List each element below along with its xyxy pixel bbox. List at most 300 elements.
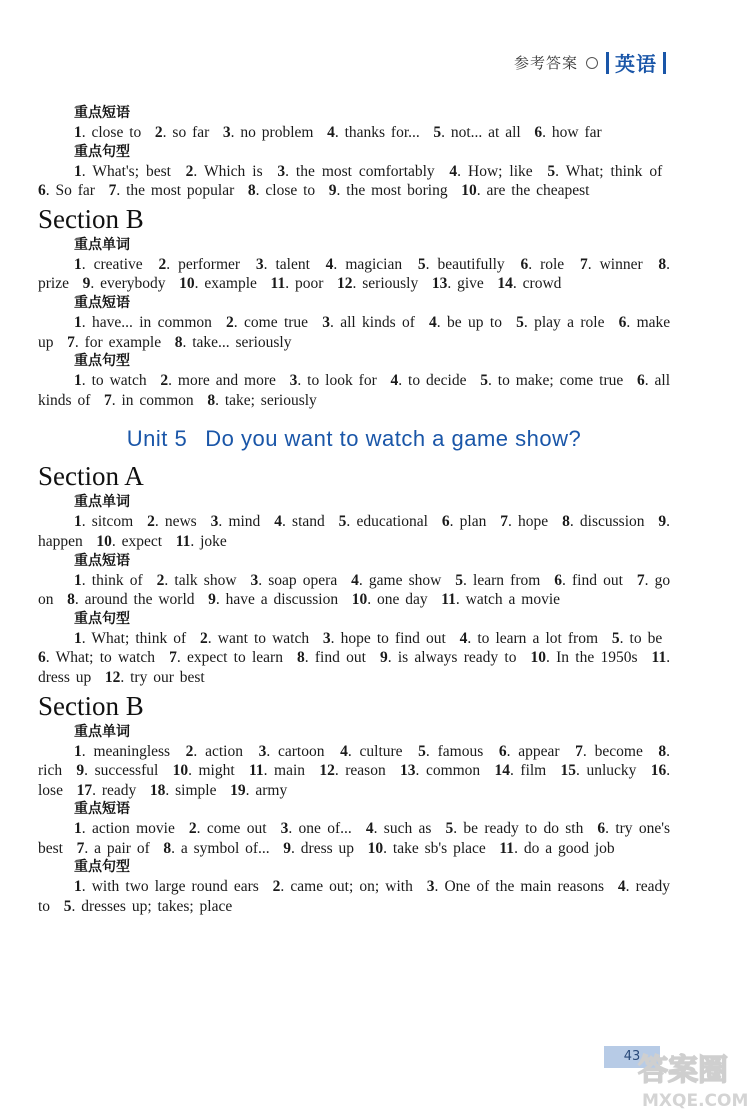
answer-list: [38, 512, 670, 551]
answer-item: 13. give: [431, 275, 484, 293]
answer-number: 4: [449, 162, 458, 180]
answer-item: 4. be up to: [429, 313, 502, 331]
answer-text: want to watch: [217, 629, 310, 647]
answer-number: 10: [172, 762, 189, 780]
answer-text: talent: [275, 255, 310, 273]
answer-item: 7. go on: [38, 571, 671, 609]
answer-item: 3. the most comfortably: [277, 162, 435, 180]
block-label: 重点单词: [74, 723, 130, 740]
answer-item: 2. want to watch: [200, 629, 310, 647]
answer-number: 6: [441, 513, 450, 531]
answer-item: 9. successful: [76, 762, 159, 780]
answer-text: around the world: [84, 591, 195, 609]
answer-item: 16. lose: [38, 762, 671, 799]
answer-number: 2: [188, 820, 197, 838]
unit-heading: [38, 424, 670, 454]
answer-number: 3: [322, 629, 331, 647]
answer-number: 5: [418, 742, 426, 760]
answer-item: 1. have... in common: [74, 313, 212, 331]
answer-number: 1: [74, 162, 82, 180]
answer-number: 18: [149, 781, 166, 799]
answer-number: 10: [530, 649, 546, 667]
answer-text: take; seriously: [224, 391, 317, 409]
answer-number: 5: [417, 255, 426, 273]
header-subject: 英语: [615, 52, 657, 76]
answer-text: to make; come true: [497, 372, 624, 390]
answer-item: 9. everybody: [82, 275, 166, 293]
answer-item: 9. dress up: [283, 839, 355, 857]
answer-text: lose: [38, 781, 63, 799]
answer-number: 3: [426, 878, 435, 896]
header-divider: [606, 52, 609, 74]
answer-item: 19. army: [230, 781, 288, 799]
answer-item: 9. is always ready to: [379, 649, 517, 667]
answer-number: 8: [562, 513, 570, 531]
answer-item: 10. might: [172, 762, 235, 780]
answer-text: cartoon: [278, 742, 325, 760]
answer-text: What; to watch: [55, 649, 156, 667]
answer-text: prize: [38, 275, 69, 293]
answer-text: a symbol of...: [180, 839, 270, 857]
answer-item: 11. watch a movie: [441, 591, 561, 609]
answer-list: [38, 162, 670, 201]
answer-number: 4: [459, 629, 468, 647]
answer-item: 3. One of the main reasons: [426, 878, 605, 896]
answer-item: 6. how far: [534, 124, 602, 141]
block-label: 重点句型: [74, 610, 130, 627]
answer-number: 5: [480, 372, 488, 390]
answer-item: 2. come out: [188, 820, 267, 838]
answer-text: news: [164, 513, 197, 531]
answer-item: 14. crowd: [497, 275, 562, 293]
answer-number: 6: [618, 313, 627, 331]
answer-text: come true: [244, 313, 309, 331]
answer-text: with two large round ears: [91, 878, 259, 896]
answer-item: 5. be ready to do sth: [445, 820, 584, 838]
answer-text: everybody: [100, 275, 166, 293]
answer-number: 11: [175, 532, 191, 550]
answer-number: 3: [255, 255, 264, 273]
answer-item: 4. such as: [365, 820, 432, 838]
answer-item: 3. no problem: [222, 124, 314, 141]
answer-item: 2. Which is: [185, 162, 263, 180]
answer-item: 7. expect to learn: [169, 649, 283, 667]
answer-item: 3. to look for: [289, 372, 377, 390]
answer-text: soap opera: [268, 571, 338, 589]
answer-text: common: [425, 762, 481, 780]
answer-item: 4. magician: [325, 255, 403, 273]
answer-list: [38, 877, 670, 916]
answer-number: 7: [76, 839, 85, 857]
answer-item: 18. simple: [149, 781, 217, 799]
answer-text: find out: [314, 649, 366, 667]
answer-item: 6. appear: [498, 742, 560, 760]
answer-item: 2. news: [147, 513, 197, 531]
answer-text: are the cheapest: [486, 182, 590, 200]
answer-number: 10: [461, 182, 477, 200]
answer-text: is always ready to: [397, 649, 517, 667]
answer-item: 1. with two large round ears: [74, 878, 259, 896]
answer-text: reason: [345, 762, 386, 780]
answer-item: 6. So far: [38, 182, 95, 200]
answer-number: 16: [650, 762, 667, 780]
answer-item: 5. to make; come true: [480, 372, 624, 390]
answer-number: 1: [74, 124, 82, 141]
answer-number: 4: [274, 513, 282, 531]
answer-number: 3: [277, 162, 286, 180]
answer-number: 4: [390, 372, 399, 390]
answer-number: 7: [104, 391, 112, 409]
u4b-phrases-block: [38, 294, 670, 352]
answer-text: how far: [551, 124, 602, 141]
answer-item: 2. come true: [226, 313, 309, 331]
answer-number: 4: [351, 571, 359, 589]
section-title: Section B: [38, 203, 144, 234]
answer-number: 17: [76, 781, 93, 799]
answer-item: 10. example: [179, 275, 257, 293]
answer-item: 7. in common: [104, 391, 194, 409]
answer-text: go on: [38, 571, 671, 609]
answer-number: 11: [499, 839, 515, 857]
answer-item: 6. make up: [38, 313, 671, 351]
answer-item: 10. are the cheapest: [461, 182, 590, 200]
answer-item: 5. learn from: [455, 571, 541, 589]
block-label: 重点单词: [74, 494, 130, 511]
answer-item: 9. have a discussion: [208, 591, 339, 609]
answer-number: 14: [494, 762, 510, 780]
answer-text: hope: [518, 513, 549, 531]
answer-text: have... in common: [92, 313, 212, 331]
answer-text: educational: [356, 513, 428, 531]
answer-number: 3: [322, 313, 330, 331]
answer-text: find out: [571, 571, 623, 589]
answer-text: What's; best: [92, 162, 171, 180]
answer-text: beautifully: [437, 255, 505, 273]
answer-number: 11: [270, 275, 286, 293]
answer-item: 3. hope to find out: [322, 629, 446, 647]
answer-text: one day: [377, 591, 428, 609]
answer-number: 10: [179, 275, 195, 293]
answer-item: 10. In the 1950s: [530, 649, 638, 667]
answer-item: 5. dresses up; takes; place: [63, 898, 233, 916]
answer-number: 19: [230, 781, 246, 799]
answer-text: winner: [599, 255, 643, 273]
answer-number: 6: [554, 571, 562, 589]
answer-text: In the 1950s: [556, 649, 638, 667]
answer-item: 3. talent: [255, 255, 310, 273]
answer-text: poor: [294, 275, 324, 293]
answer-text: So far: [55, 182, 95, 200]
answer-text: successful: [94, 762, 159, 780]
answer-number: 11: [651, 649, 667, 667]
answer-text: expect: [121, 532, 163, 550]
answer-list: [38, 819, 670, 858]
answer-number: 2: [160, 372, 169, 390]
answer-number: 1: [74, 513, 82, 531]
answer-item: 7. a pair of: [76, 839, 150, 857]
answer-number: 8: [174, 333, 183, 351]
answer-text: creative: [93, 255, 143, 273]
answer-item: 7. hope: [500, 513, 549, 531]
answer-item: 7. winner: [579, 255, 643, 273]
answer-text: appear: [518, 742, 560, 760]
answer-number: 2: [156, 571, 165, 589]
block-label: 重点短语: [74, 552, 130, 569]
answer-text: One of the main reasons: [444, 878, 605, 896]
answer-number: 3: [258, 742, 267, 760]
answer-item: 5. educational: [338, 513, 428, 531]
answer-text: make up: [38, 313, 671, 351]
answer-number: 3: [280, 820, 289, 838]
answer-text: to decide: [408, 372, 467, 390]
answer-number: 14: [497, 275, 513, 293]
answer-number: 5: [611, 629, 620, 647]
answer-item: 5. What; think of: [547, 162, 663, 180]
answer-text: the most comfortably: [295, 162, 435, 180]
answer-text: think of: [91, 571, 143, 589]
answer-item: 12. seriously: [337, 275, 419, 293]
answer-text: so far: [172, 124, 210, 141]
answer-text: role: [540, 255, 565, 273]
answer-text: not... at all: [450, 124, 521, 141]
answer-list: [38, 371, 670, 410]
answer-number: 7: [575, 742, 583, 760]
circle-icon: [586, 57, 598, 69]
answer-item: 9. happen: [38, 513, 671, 550]
answer-text: rich: [38, 762, 63, 780]
answer-list: [38, 123, 670, 143]
answer-text: hope to find out: [340, 629, 446, 647]
answer-number: 6: [534, 124, 543, 141]
answer-item: 10. expect: [96, 532, 163, 550]
answer-text: stand: [292, 513, 325, 531]
answer-number: 5: [63, 898, 72, 916]
answer-item: 6. role: [520, 255, 565, 273]
answer-list: [38, 571, 670, 610]
answer-number: 3: [289, 372, 298, 390]
answer-text: to learn a lot from: [477, 629, 599, 647]
answer-number: 7: [500, 513, 508, 531]
answer-text: happen: [38, 532, 83, 550]
answer-number: 1: [74, 629, 82, 647]
answer-item: 7. the most popular: [108, 182, 235, 200]
answer-item: 13. common: [400, 762, 481, 780]
answer-text: be ready to do sth: [463, 820, 584, 838]
answer-text: plan: [459, 513, 487, 531]
unit-label: Unit 5: [126, 426, 188, 452]
u5a-sentences-block: [38, 610, 670, 688]
answer-number: 5: [516, 313, 524, 331]
answer-text: main: [274, 762, 306, 780]
answer-item: 11. do a good job: [499, 839, 615, 857]
answer-number: 12: [337, 275, 353, 293]
answer-number: 6: [38, 649, 46, 667]
answer-number: 1: [74, 742, 82, 760]
answer-number: 10: [96, 532, 112, 550]
answer-number: 8: [207, 391, 216, 409]
answer-text: give: [457, 275, 484, 293]
answer-number: 4: [617, 878, 626, 896]
answer-number: 1: [74, 820, 82, 838]
answer-number: 6: [636, 372, 645, 390]
answer-text: a pair of: [94, 839, 150, 857]
answer-number: 1: [74, 372, 82, 390]
answer-number: 2: [272, 878, 281, 896]
answer-text: close to: [265, 182, 316, 200]
answer-item: 11. dress up: [38, 649, 671, 686]
answer-number: 2: [185, 742, 194, 760]
answer-text: close to: [91, 124, 142, 141]
answer-text: mind: [228, 513, 261, 531]
answer-text: How; like: [468, 162, 533, 180]
answer-number: 1: [74, 255, 82, 273]
answer-text: to look for: [307, 372, 377, 390]
answer-text: for example: [84, 333, 162, 351]
answer-number: 6: [520, 255, 529, 273]
answer-text: Which is: [203, 162, 263, 180]
answer-text: film: [520, 762, 547, 780]
answer-item: 4. thanks for...: [327, 124, 420, 141]
answer-text: take... seriously: [192, 333, 292, 351]
answer-text: ready to: [38, 878, 671, 916]
answer-item: 4. to learn a lot from: [459, 629, 599, 647]
answer-text: to watch: [91, 372, 147, 390]
answer-item: 17. ready: [76, 781, 137, 799]
answer-text: army: [255, 781, 288, 799]
answer-number: 8: [67, 591, 75, 609]
answer-item: 5. not... at all: [433, 124, 521, 141]
u4b-sentences-block: [38, 352, 670, 410]
answer-item: 4. culture: [340, 742, 403, 760]
answer-number: 13: [431, 275, 448, 293]
block-label: 重点短语: [74, 801, 130, 818]
block-label: 重点单词: [74, 236, 130, 253]
answer-number: 9: [76, 762, 85, 780]
answer-text: culture: [359, 742, 403, 760]
answer-number: 9: [328, 182, 337, 200]
answer-text: might: [198, 762, 235, 780]
sectionA-phrases-block: [38, 104, 670, 143]
answer-item: 4. ready to: [38, 878, 671, 916]
answer-number: 1: [74, 878, 82, 896]
watermark-url: MXQE.COM: [642, 1091, 749, 1111]
answer-text: dress up: [300, 839, 355, 857]
answer-text: to be: [629, 629, 663, 647]
answer-item: 14. film: [494, 762, 547, 780]
answer-number: 2: [154, 124, 163, 141]
answer-item: 3. one of...: [280, 820, 352, 838]
answer-text: joke: [200, 532, 227, 550]
answer-item: 5. beautifully: [417, 255, 505, 273]
sectionA-sentences-block: [38, 143, 670, 201]
answer-text: game show: [368, 571, 442, 589]
answer-number: 5: [547, 162, 556, 180]
answer-item: 5. play a role: [516, 313, 605, 331]
answer-text: such as: [383, 820, 432, 838]
answer-number: 8: [163, 839, 172, 857]
answer-number: 11: [248, 762, 264, 780]
answer-number: 9: [379, 649, 388, 667]
answer-text: sitcom: [91, 513, 134, 531]
block-label: 重点短语: [74, 294, 130, 311]
answer-number: 13: [400, 762, 416, 780]
answer-item: 3. cartoon: [258, 742, 325, 760]
answer-item: 2. more and more: [160, 372, 276, 390]
answer-item: 1. close to: [74, 124, 142, 141]
answer-number: 7: [67, 333, 75, 351]
answer-item: 12. reason: [319, 762, 386, 780]
answer-list: [38, 629, 670, 688]
answer-item: 8. find out: [296, 649, 366, 667]
answer-list: [38, 255, 670, 294]
answer-text: in common: [121, 391, 194, 409]
answer-number: 12: [104, 668, 121, 686]
answer-item: 3. soap opera: [250, 571, 338, 589]
answer-number: 11: [441, 591, 456, 609]
answer-text: action movie: [91, 820, 175, 838]
answer-text: What; think of: [91, 629, 187, 647]
answer-item: 11. main: [248, 762, 306, 780]
answer-item: 1. action movie: [74, 820, 175, 838]
answer-text: unlucky: [586, 762, 637, 780]
answer-number: 9: [283, 839, 292, 857]
answer-item: 2. so far: [154, 124, 210, 141]
answer-number: 15: [560, 762, 577, 780]
answer-number: 2: [158, 255, 167, 273]
answer-text: action: [205, 742, 243, 760]
answer-item: 6. find out: [554, 571, 623, 589]
answer-item: 8. rich: [38, 742, 671, 780]
answer-number: 3: [250, 571, 259, 589]
u5b-words-block: [38, 723, 670, 801]
answer-item: 10. take sb's place: [367, 839, 486, 857]
answer-number: 9: [658, 513, 667, 531]
answer-text: do a good job: [523, 839, 615, 857]
answer-item: 6. What; to watch: [38, 649, 156, 667]
answer-item: 10. one day: [351, 591, 428, 609]
answer-text: talk show: [174, 571, 237, 589]
answer-number: 5: [433, 124, 442, 141]
block-label: 重点句型: [74, 353, 130, 370]
answer-number: 5: [445, 820, 454, 838]
answer-item: 1. What; think of: [74, 629, 187, 647]
answer-number: 9: [82, 275, 91, 293]
answer-text: have a discussion: [225, 591, 339, 609]
answer-text: example: [204, 275, 257, 293]
answer-item: 4. game show: [351, 571, 442, 589]
answer-text: dresses up; takes; place: [81, 898, 233, 916]
answer-item: 8. a symbol of...: [163, 839, 270, 857]
answer-text: the most popular: [126, 182, 235, 200]
answer-item: 8. take... seriously: [174, 333, 292, 351]
answer-text: try one's best: [38, 820, 671, 857]
answer-item: 1. to watch: [74, 372, 147, 390]
answer-item: 6. plan: [441, 513, 487, 531]
answer-number: 6: [597, 820, 606, 838]
answer-text: performer: [178, 255, 241, 273]
answer-text: crowd: [522, 275, 562, 293]
answer-number: 5: [455, 571, 463, 589]
block-label: 重点句型: [74, 859, 130, 876]
answer-number: 2: [200, 629, 208, 647]
header-label: 参考答案: [513, 54, 578, 72]
answer-number: 8: [247, 182, 256, 200]
u4b-words-block: [38, 236, 670, 294]
answer-text: no problem: [240, 124, 314, 141]
answer-item: 2. performer: [158, 255, 241, 273]
answer-text: more and more: [177, 372, 276, 390]
answer-number: 4: [325, 255, 334, 273]
